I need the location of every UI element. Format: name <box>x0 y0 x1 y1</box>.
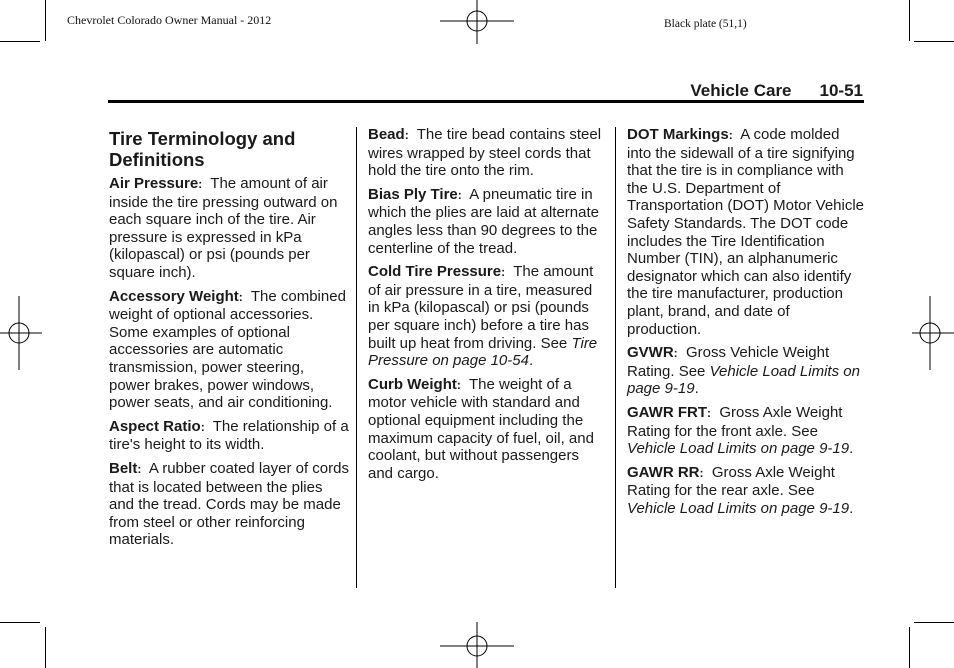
cross-reference-link[interactable]: Vehicle Load Limits on page 9-19 <box>627 440 850 458</box>
term-colon: : <box>238 289 243 304</box>
definition-text: The amount of air pressure in a tire, measured in kPa (kilopascal) or psi (pounds per square inch) before a tire has built up heat from driving. See <box>368 263 594 352</box>
definition-entry <box>368 126 606 180</box>
definition-term: DOT Markings <box>627 126 729 143</box>
definition-text: The amount of air inside the tire pressing outward on each square inch of the tire. Air pressure is expressed in kPa (kilopascal) or psi (pounds per square inch). <box>109 175 338 281</box>
definition-tail: . <box>528 352 534 370</box>
definition-text: A rubber coated layer of cords that is located between the plies and the tread. Cords may be made from steel or other reinforcing materials. <box>109 459 349 549</box>
term-colon: : <box>137 461 142 476</box>
definition-term: GAWR FRT <box>627 403 707 421</box>
registration-mark-bottom <box>440 622 514 668</box>
definition-entry <box>109 418 349 454</box>
term-colon: : <box>673 346 678 361</box>
term-colon: : <box>707 405 711 420</box>
definition-term: GVWR <box>627 344 674 362</box>
definition-term: Air Pressure <box>109 175 199 192</box>
cross-reference-link[interactable]: Tire Pressure on page 10-54 <box>368 334 598 370</box>
term-colon: : <box>457 187 462 202</box>
definition-entry <box>109 460 349 549</box>
text-column-2 <box>368 126 606 488</box>
definition-text: A code molded into the sidewall of a tire signifying that the tire is in compliance with the U.S. Department of Transportation (DOT) Motor Vehicle Safety Standards. The DOT code includes the Tire Identification Number (TIN), an alphanumeric designator which can also identify the tire manufacturer, production plant, brand, and date of production. <box>627 126 865 338</box>
term-colon: : <box>699 465 704 480</box>
definition-tail: . <box>694 380 699 398</box>
plate-label: Black plate (51,1) <box>664 18 747 30</box>
definition-text: The relationship of a tire's height to its width. <box>109 417 349 454</box>
definition-term: Accessory Weight <box>109 287 239 305</box>
definition-text: The tire bead contains steel wires wrapped by steel cords that hold the tire onto the rim. <box>368 126 602 180</box>
running-header <box>690 81 863 101</box>
definition-text: The combined weight of optional accessories. Some examples of optional accessories are automatic transmission, power steering, power brakes, power windows, power seats, and air conditioning. <box>109 287 346 412</box>
definition-entry <box>627 344 867 398</box>
term-colon: : <box>728 128 733 142</box>
definition-text: Gross Vehicle Weight Rating. See <box>627 344 830 380</box>
page-number: 10-51 <box>819 81 863 100</box>
definition-text: A pneumatic tire in which the plies are laid at alternate angles less than 90 degrees to the centerline of the tread. <box>368 185 599 257</box>
definition-entry <box>627 464 867 518</box>
term-colon: : <box>456 377 461 392</box>
term-colon: : <box>404 128 409 142</box>
column-divider <box>615 127 616 588</box>
definition-term: Bead <box>368 126 405 143</box>
term-colon: : <box>200 419 205 434</box>
term-colon: : <box>501 265 506 280</box>
definition-text: Gross Axle Weight Rating for the front axle. See <box>627 403 843 440</box>
cross-reference-link[interactable]: Vehicle Load Limits on page 9-19 <box>627 362 860 398</box>
definition-entry <box>109 288 349 412</box>
text-column-3 <box>627 126 867 523</box>
registration-mark-left <box>0 296 42 370</box>
header-rule <box>108 100 864 103</box>
definition-entry <box>368 186 606 257</box>
definition-entry <box>627 126 867 338</box>
manual-title: Chevrolet Colorado Owner Manual - 2012 <box>67 13 272 27</box>
definition-term: GAWR RR <box>627 463 700 481</box>
term-colon: : <box>198 177 203 191</box>
definition-entry <box>368 376 606 483</box>
definition-entry <box>627 404 867 458</box>
definition-text: The weight of a motor vehicle with standard and optional equipment including the maximum capacity of fuel, oil, and coolant, but without passengers and cargo. <box>368 375 594 482</box>
definition-entry <box>368 263 606 370</box>
section-title: Tire Terminology and Definitions <box>109 128 296 170</box>
definition-term: Bias Ply Tire <box>368 185 458 203</box>
registration-mark-top <box>440 0 514 46</box>
definition-term: Belt <box>109 459 138 477</box>
definition-term: Aspect Ratio <box>109 417 201 435</box>
definition-tail: . <box>849 440 854 458</box>
definition-tail: . <box>849 499 854 517</box>
section-name: Vehicle Care <box>690 81 792 100</box>
definition-text: Gross Axle Weight Rating for the rear axle. See <box>627 463 835 500</box>
definition-entry <box>109 175 349 282</box>
column-divider <box>356 127 357 588</box>
registration-mark-right <box>912 296 954 370</box>
cross-reference-link[interactable]: Vehicle Load Limits on page 9-19 <box>627 499 850 517</box>
text-column-1 <box>109 126 349 555</box>
definition-term: Cold Tire Pressure <box>368 263 502 281</box>
definition-term: Curb Weight <box>368 375 457 393</box>
